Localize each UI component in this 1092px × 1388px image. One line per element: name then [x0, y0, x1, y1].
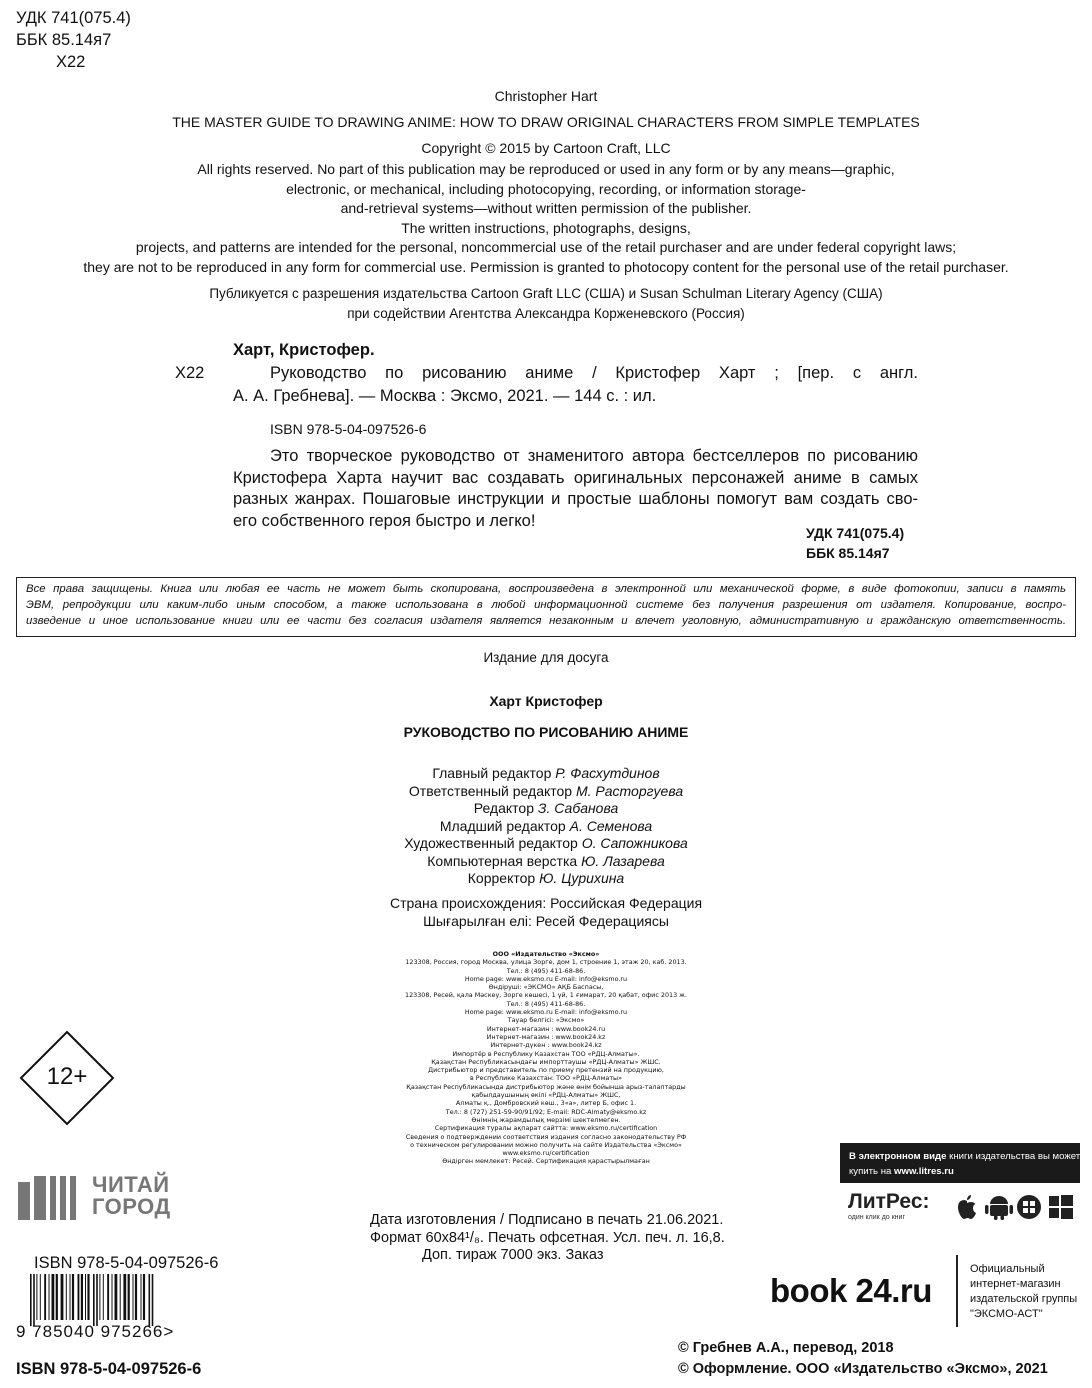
udk-code: УДК 741(075.4): [16, 9, 131, 27]
barcode-bar: [141, 1274, 142, 1320]
publisher-line: Қазақстан Республикасында дистрибьютор және өнім бойынша арыз-талаптарды: [406, 1082, 686, 1091]
publisher-line: Қазақстан Республикасындағы импорттаушы «РДЦ-Алматы» ЖШС.: [431, 1057, 661, 1066]
original-title: THE MASTER GUIDE TO DRAWING ANIME: HOW TO DRAW ORIGINAL CHARACTERS FROM SIMPLE TEMPLATES: [172, 114, 920, 130]
chitai-word: ЧИТАЙ: [92, 1172, 170, 1197]
license-line: Публикуется с разрешения издательства Cartoon Graft LLC (США) и Susan Schulman Literary Agency (США): [209, 286, 883, 301]
credit-line: [0, 835, 1092, 853]
publisher-line: о техническом регулировании можно получить на сайте Издательства «Эксмо»: [410, 1140, 682, 1149]
catalog-desc-line: А. А. Гребнева]. — Москва : Эксмо, 2021. — 144 с. : ил.: [233, 387, 657, 405]
barcode-bar: [103, 1274, 104, 1320]
barcode-bar: [30, 1274, 32, 1326]
credit-line: [0, 765, 1092, 783]
barcode-bar: [120, 1274, 121, 1320]
rights-line: and-retrieval systems—without written permission of the publisher.: [340, 200, 752, 216]
catalog-bbk: ББК 85.14я7: [806, 545, 890, 561]
publisher-line: Импортёр в Республику Казахстан ТОО «РДЦ-Алматы».: [452, 1049, 640, 1058]
barcode-bar: [87, 1274, 89, 1320]
print-info-line: Доп. тираж 7000 экз. Заказ: [422, 1247, 604, 1263]
barcode-number: 9 785040 975266: [16, 1322, 164, 1341]
publisher-line: Интернет-магазин : www.book24.kz: [486, 1032, 606, 1041]
barcode-bar: [115, 1274, 118, 1320]
credit-role: Компьютерная верстка: [427, 852, 578, 869]
litres-url: www.litres.ru: [894, 1166, 954, 1177]
litres-logo: ЛитРес:: [848, 1190, 930, 1213]
publisher-block: [330, 950, 762, 1166]
barcode-bar: [81, 1274, 83, 1320]
barcode-bar: [49, 1274, 50, 1320]
litres-banner-line: [849, 1149, 1086, 1164]
bbk-code: ББК 85.14я7: [16, 31, 112, 49]
barcode-bar: [78, 1274, 80, 1320]
publisher-line: Өнімнің жарамдылық мерзімі шектелмеген.: [471, 1115, 621, 1124]
license-line: при содействии Агентства Александра Корженевского (Россия): [347, 306, 745, 321]
publisher-line: Сведения о подтверждении соответствия издания согласно законодательству РФ: [405, 1132, 687, 1141]
annotation-line: разных жанрах. Пошаговые инструкции и простые шаблоны помогут вам создать сво-: [233, 490, 918, 508]
barcode-bar: [44, 1274, 46, 1320]
app-store-icons: [955, 1193, 1075, 1226]
rights-line: projects, and patterns are intended for the personal, noncommercial use of the retail purchaser and are under federal copyright laws;: [135, 239, 957, 255]
credit-line: [0, 818, 1092, 836]
barcode-bar: [52, 1274, 55, 1320]
apple-icon: [958, 1195, 976, 1219]
publisher-line: 123308, Россия, город Москва, улица Зорге, дом 1, строение 1, этаж 20, каб. 2013.: [405, 958, 687, 967]
publisher-line: Сертификация туралы ақпарат сайтта: www.eksmo.ru/certification: [434, 1124, 658, 1133]
credit-person: Ю. Цурихина: [539, 870, 625, 886]
copyright-notices: [678, 1338, 1048, 1380]
credit-person: Ю. Лазарева: [581, 852, 665, 869]
barcode-bar: [107, 1274, 109, 1320]
catalog-udk: УДК 741(075.4): [806, 525, 905, 541]
barcode-bar: [56, 1274, 58, 1320]
annotation-line: Кристофера Харта научит вас создавать оригинальных персонажей аниме в самых: [233, 468, 918, 487]
credit-person: М. Расторгуева: [575, 782, 684, 799]
gorod-word: ГОРОД: [92, 1194, 171, 1219]
publisher-line: Тел.: 8 (495) 411-68-86.: [506, 999, 586, 1008]
book24-logo: book 24.ru: [770, 1272, 932, 1309]
android-icon: [985, 1196, 1013, 1220]
barcode-bar: [66, 1274, 67, 1320]
barcode-bar: [70, 1274, 71, 1320]
barcode-bar: [96, 1274, 98, 1326]
credit-line: [0, 800, 1092, 818]
rights-line: electronic, or mechanical, including photocopying, recording, or information storage-: [286, 180, 806, 197]
barcode-bar: [40, 1274, 41, 1320]
catalog-author-heading: Харт, Кристофер.: [233, 341, 375, 359]
publisher-line: Өндіруші: «ЭКСМО» АҚБ Баспасы,: [488, 983, 604, 992]
rights-line: The written instructions, photographs, designs,: [401, 219, 691, 236]
rights-notice-line: Все права защищены. Книга или любая ее часть не может быть скопирована, воспроизведена в электронной или механической форме, в виде фотокопии, записи в память: [26, 583, 1066, 595]
chitai-gorod-books-icon: [18, 1176, 82, 1222]
credit-role: Художественный редактор: [404, 835, 578, 851]
platform-icons: [955, 1193, 1075, 1221]
credit-person: Р. Фасхутдинов: [555, 765, 660, 781]
rights-line: they are not to be reproduced in any form for commercial use. Permission is granted to photocopy content for the personal use of the retail purchaser.: [83, 258, 1009, 275]
barcode-bar: [33, 1274, 35, 1326]
catalog-classification: [806, 523, 904, 563]
rights-notice-line: ЭВМ, репродукции или каким-либо иным способом, а также использована в любой информационной системе без получения разрешения от издателя. Копирование, воспро-: [26, 599, 1066, 611]
publisher-line: Home page: www.eksmo.ru E-mail: info@eksmo.ru: [464, 974, 628, 983]
windows-icon: [1049, 1195, 1073, 1219]
publisher-line: қабылдаушының өкілі «РДЦ-Алматы» ЖШС,: [471, 1091, 621, 1100]
publisher-line: Home page: www.eksmo.ru E-mail: info@eksmo.ru: [464, 1008, 628, 1017]
publisher-line: Тел.: 8 (495) 411-68-86.: [506, 966, 586, 975]
credit-role: Главный редактор: [432, 765, 552, 781]
credits-list: [0, 765, 1092, 888]
book24-line: издательской группы: [970, 1293, 1078, 1305]
license-text: [0, 284, 1092, 324]
credit-line: [0, 870, 1092, 888]
publisher-line: в Республике Казахстан: ТОО «РДЦ-Алматы»: [469, 1074, 622, 1083]
barcode-bar: [128, 1274, 130, 1320]
litres-text: купить на: [849, 1166, 895, 1177]
print-info-line: Формат 60x84¹/₈. Печать офсетная. Усл. печ. л. 16,8.: [370, 1229, 725, 1246]
litres-banner: [840, 1143, 1086, 1183]
age-rating-badge: [19, 1030, 115, 1126]
publisher-line: ООО «Издательство «Эксмо»: [492, 950, 600, 958]
author-mark: Х22: [56, 53, 86, 71]
barcode: [16, 1274, 226, 1346]
barcode-bar: [149, 1274, 151, 1326]
barcode-isbn: ISBN 978-5-04-097526-6: [34, 1254, 219, 1272]
copyright-line: © Оформление. ООО «Издательство «Эксмо», 2021: [678, 1361, 1048, 1377]
rights-notice-box: [16, 577, 1076, 637]
barcode-bars: [16, 1274, 226, 1326]
windows-phone-icon: [1017, 1195, 1041, 1219]
book24-line: интернет-магазин: [970, 1278, 1061, 1290]
origin-line: Шығарылған елі: Ресей Федерациясы: [423, 913, 669, 929]
barcode-bar: [93, 1274, 95, 1326]
publisher-line: Тауар белгісі: «Эксмо»: [507, 1016, 585, 1025]
book-title: РУКОВОДСТВО ПО РИСОВАНИЮ АНИМЕ: [403, 724, 689, 740]
edition-type: Издание для досуга: [483, 650, 609, 665]
print-info: [370, 1212, 725, 1265]
barcode-digits: [16, 1322, 174, 1342]
credit-person: А. Семенова: [569, 817, 653, 834]
publisher-line: 123308, Ресей, қала Мәскеу, Зорге көшесі, 1 үй, 1 ғимарат, 20 қабат, офис 2013 ж.: [405, 991, 687, 1000]
isbn-bottom: ISBN 978-5-04-097526-6: [16, 1360, 202, 1378]
barcode-bar: [123, 1274, 126, 1320]
rights-notice-line: изведение и иное использование книги или ее части без согласия издателя является незаконным и влечет уголовную, административную и гражданскую ответственность.: [26, 615, 1066, 627]
barcode-bar: [133, 1274, 134, 1320]
credit-person: О. Сапожникова: [581, 835, 688, 851]
barcode-bar: [135, 1274, 137, 1320]
original-copyright: Copyright © 2015 by Cartoon Craft, LLC: [421, 140, 671, 156]
original-author: Christopher Hart: [494, 88, 598, 104]
credit-person: З. Сабанова: [537, 800, 619, 816]
litres-tagline: один клик до книг: [848, 1214, 906, 1221]
original-edition: [0, 87, 1092, 324]
catalog-isbn: ISBN 978-5-04-097526-6: [270, 421, 427, 437]
barcode-bar: [72, 1274, 74, 1320]
barcode-bar: [36, 1274, 37, 1320]
annotation-line: его собственного героя быстро и легко!: [233, 511, 536, 530]
publisher-line: Тел.: 8 (727) 251-59-90/91/92; E-mail: RDC-Almaty@eksmo.kz: [445, 1107, 647, 1116]
copyright-line: © Гребнев А.А., перевод, 2018: [678, 1340, 894, 1356]
book24-line: "ЭКСМО-АСТ": [970, 1308, 1043, 1320]
litres-banner-line: [849, 1164, 1080, 1179]
barcode-bar: [152, 1274, 154, 1326]
credit-line: [0, 783, 1092, 801]
publisher-line: Өндірген мемлекет: Ресей. Сертификация қарастырылмаған: [442, 1157, 650, 1166]
publisher-line: Интернет-дүкен : www.book24.kz: [490, 1041, 602, 1050]
book24-description: [970, 1262, 1077, 1322]
origin-line: Страна происхождения: Российская Федерация: [389, 895, 703, 911]
credit-line: [0, 853, 1092, 871]
barcode-bar: [61, 1274, 64, 1320]
publisher-line: www.eksmo.ru/certification: [502, 1149, 590, 1158]
book24-divider: [956, 1255, 958, 1327]
credit-role: Редактор: [473, 800, 534, 816]
header-codes: [16, 7, 131, 73]
print-info-line: Дата изготовления / Подписано в печать 21.06.2021.: [370, 1212, 724, 1228]
book24-line: Официальный: [970, 1263, 1045, 1275]
litres-text: книги издательства вы можете: [946, 1151, 1086, 1162]
credit-role: Ответственный редактор: [408, 782, 573, 799]
barcode-bar: [143, 1274, 145, 1320]
barcode-bar: [112, 1274, 113, 1320]
catalog-desc-line: Руководство по рисованию аниме / Кристофер Харт ; [пер. с англ.: [270, 364, 918, 382]
catalog-mark: Х22: [175, 364, 205, 382]
rights-text: [0, 160, 1092, 277]
chitai-gorod-text: [92, 1174, 171, 1218]
book-author: Харт Кристофер: [489, 693, 603, 709]
rights-line: All rights reserved. No part of this publication may be reproduced or used in any form or by any means—graphic,: [197, 161, 895, 177]
credit-role: Младший редактор: [439, 817, 566, 834]
publisher-line: Интернет-магазин : www.book24.ru: [486, 1024, 606, 1033]
catalog-description: [233, 362, 918, 408]
barcode-arrow: >: [163, 1322, 175, 1341]
age-rating-text: 12+: [46, 1063, 88, 1090]
litres-emphasis: В электронном виде: [849, 1151, 947, 1162]
credit-role: Корректор: [467, 870, 536, 886]
origin-info: [0, 894, 1092, 930]
barcode-bar: [99, 1274, 100, 1320]
annotation-line: Это творческое руководство от знаменитого автора бестселлеров по рисованию: [270, 447, 918, 465]
chitai-gorod-logo: [18, 1174, 188, 1224]
litres-banner-text: [840, 1143, 1086, 1179]
barcode-bar: [85, 1274, 86, 1320]
publisher-line: Дистрибьютор и представитель по приему претензий на продукцию,: [428, 1066, 664, 1075]
publisher-line: Алматы қ., Домбровский көш., 3«а», литер Б, офис 1.: [455, 1099, 637, 1108]
catalog-annotation: [233, 446, 918, 532]
